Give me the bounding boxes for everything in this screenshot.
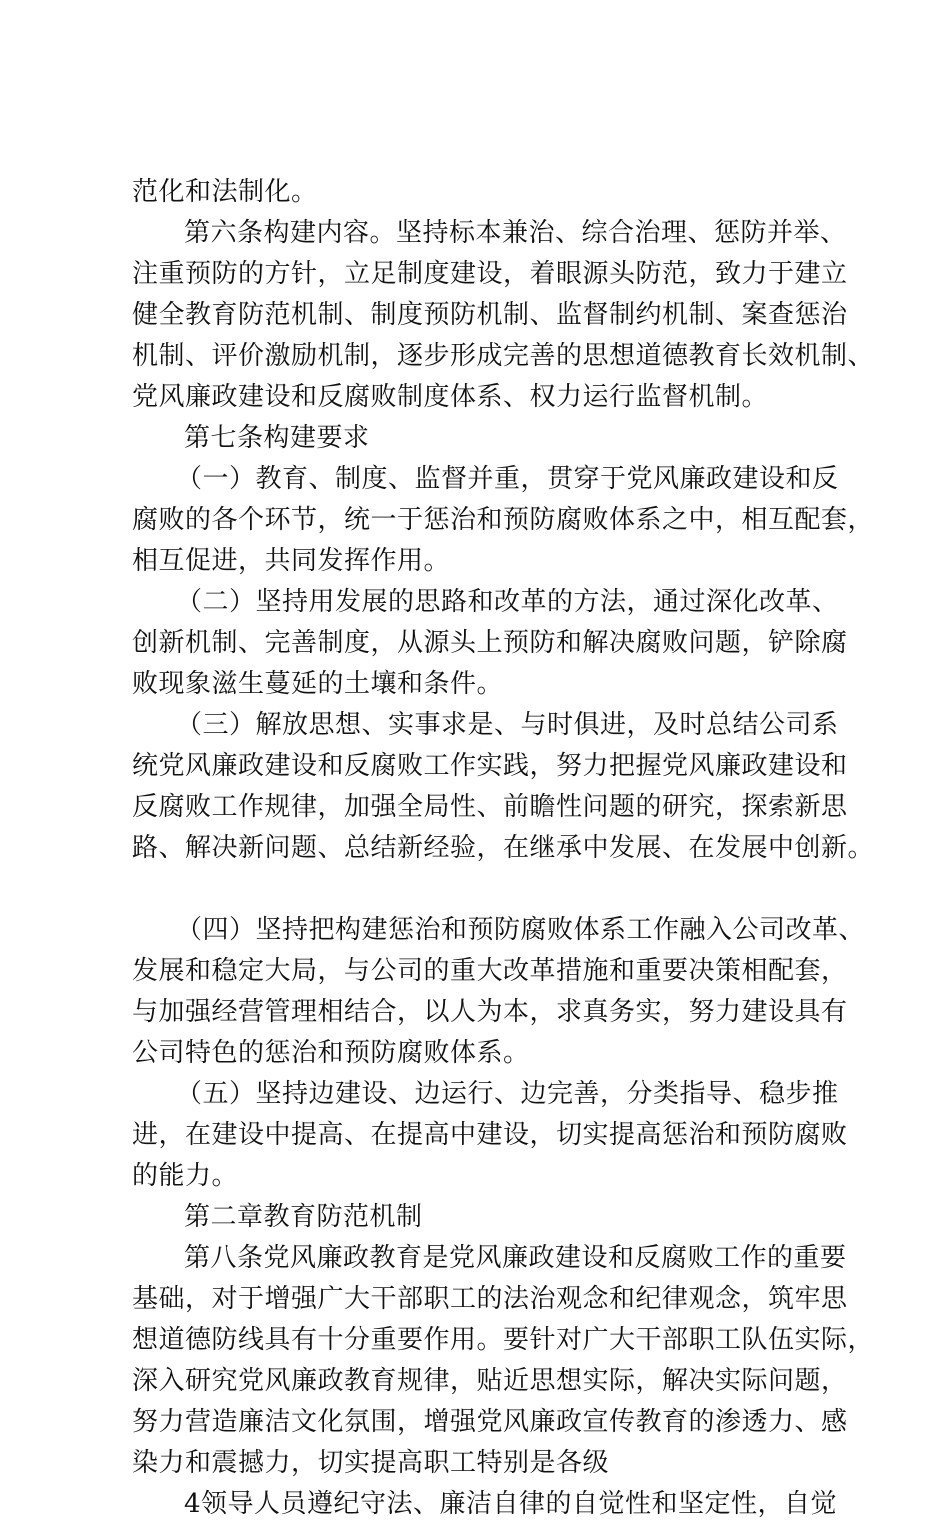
document-body: [132, 172, 875, 1525]
text-line: 4领导人员遵纪守法、廉洁自律的自觉性和坚定性，自觉: [184, 1489, 838, 1519]
text-line: 与加强经营管理相结合，以人为本，求真务实，努力建设具有: [132, 997, 848, 1027]
item-5-line: （五）坚持边建设、边运行、边完善，分类指导、稳步推: [176, 1079, 839, 1109]
paragraph-gap: [132, 869, 837, 910]
text-line: 基础，对于增强广大干部职工的法治观念和纪律观念，筑牢思: [132, 1284, 848, 1314]
text-line: 败现象滋生蔓延的土壤和条件。: [132, 669, 504, 699]
item-4-line: （四）坚持把构建惩治和预防腐败体系工作融入公司改革、: [176, 915, 866, 945]
text-line: 进，在建设中提高、在提高中建设，切实提高惩治和预防腐败: [132, 1120, 848, 1150]
text-line: 统党风廉政建设和反腐败工作实践，努力把握党风廉政建设和: [132, 751, 848, 781]
text-line: 的能力。: [132, 1161, 239, 1191]
text-line: 创新机制、完善制度，从源头上预防和解决腐败问题，铲除腐: [132, 628, 848, 658]
article-6-heading-line: 第六条构建内容。坚持标本兼治、综合治理、惩防并举、: [184, 218, 847, 248]
item-2-line: （二）坚持用发展的思路和改革的方法，通过深化改革、: [176, 587, 839, 617]
text-line: 腐败的各个环节，统一于惩治和预防腐败体系之中，相互配套，: [132, 505, 875, 535]
text-line: 党风廉政建设和反腐败制度体系、权力运行监督机制。: [132, 382, 769, 412]
text-line: 想道德防线具有十分重要作用。要针对广大干部职工队伍实际，: [132, 1325, 875, 1355]
text-line: 反腐败工作规律，加强全局性、前瞻性问题的研究，探索新思: [132, 792, 848, 822]
text-line: 染力和震撼力，切实提高职工特别是各级: [132, 1448, 610, 1478]
text-line: 路、解决新问题、总结新经验，在继承中发展、在发展中创新。: [132, 833, 875, 863]
text-line: 范化和法制化。: [132, 177, 318, 207]
article-8-line: 第八条党风廉政教育是党风廉政建设和反腐败工作的重要: [184, 1243, 847, 1273]
text-line: 公司特色的惩治和预防腐败体系。: [132, 1038, 530, 1068]
text-line: 注重预防的方针，立足制度建设，着眼源头防范，致力于建立: [132, 259, 848, 289]
chapter-2-heading: 第二章教育防范机制: [184, 1202, 423, 1232]
text-line: 健全教育防范机制、制度预防机制、监督制约机制、案查惩治: [132, 300, 848, 330]
item-3-line: （三）解放思想、实事求是、与时俱进，及时总结公司系: [176, 710, 839, 740]
text-line: 努力营造廉洁文化氛围，增强党风廉政宣传教育的渗透力、感: [132, 1407, 848, 1437]
text-line: 深入研究党风廉政教育规律，贴近思想实际，解决实际问题，: [132, 1366, 848, 1396]
text-line: 相互促进，共同发挥作用。: [132, 546, 451, 576]
text-line: 机制、评价激励机制，逐步形成完善的思想道德教育长效机制、: [132, 341, 875, 371]
text-line: 发展和稳定大局，与公司的重大改革措施和重要决策相配套，: [132, 956, 848, 986]
article-7-heading: 第七条构建要求: [184, 423, 370, 453]
item-1-line: （一）教育、制度、监督并重，贯穿于党风廉政建设和反: [176, 464, 839, 494]
